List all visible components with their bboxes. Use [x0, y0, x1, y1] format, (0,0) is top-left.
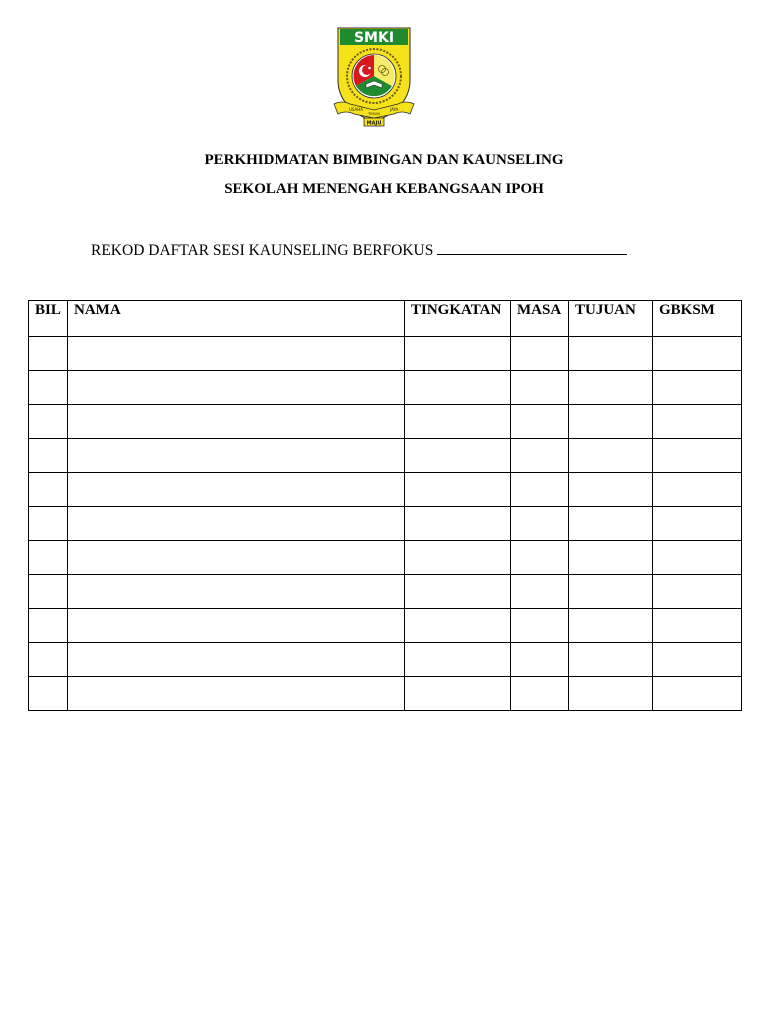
cell-bil[interactable] [29, 371, 68, 405]
cell-tujuan[interactable] [569, 575, 653, 609]
column-header-tujuan: TUJUAN [569, 301, 653, 337]
cell-gbksm[interactable] [653, 541, 742, 575]
cell-tingkatan[interactable] [405, 541, 511, 575]
table-row [29, 643, 742, 677]
cell-nama[interactable] [68, 541, 405, 575]
cell-masa[interactable] [511, 507, 569, 541]
cell-nama[interactable] [68, 337, 405, 371]
header-line-1: PERKHIDMATAN BIMBINGAN DAN KAUNSELING [204, 152, 564, 168]
table-row [29, 541, 742, 575]
table-body [29, 337, 742, 711]
cell-tujuan[interactable] [569, 643, 653, 677]
motto-left: USAHA [349, 107, 364, 112]
table-row [29, 575, 742, 609]
cell-tingkatan[interactable] [405, 405, 511, 439]
cell-tujuan[interactable] [569, 439, 653, 473]
cell-nama[interactable] [68, 371, 405, 405]
cell-tujuan[interactable] [569, 405, 653, 439]
cell-masa[interactable] [511, 337, 569, 371]
motto-center: TEKUN [368, 112, 380, 116]
cell-nama[interactable] [68, 643, 405, 677]
cell-nama[interactable] [68, 575, 405, 609]
table-header-row [29, 301, 742, 337]
cell-gbksm[interactable] [653, 575, 742, 609]
cell-bil[interactable] [29, 643, 68, 677]
table-row [29, 677, 742, 711]
cell-masa[interactable] [511, 643, 569, 677]
cell-bil[interactable] [29, 439, 68, 473]
cell-tujuan[interactable] [569, 371, 653, 405]
cell-gbksm[interactable] [653, 473, 742, 507]
cell-gbksm[interactable] [653, 439, 742, 473]
motto-right: JAYA [390, 107, 399, 112]
cell-bil[interactable] [29, 677, 68, 711]
cell-masa[interactable] [511, 473, 569, 507]
cell-masa[interactable] [511, 575, 569, 609]
column-header-tingkatan: TINGKATAN [405, 301, 511, 337]
cell-gbksm[interactable] [653, 609, 742, 643]
table-row [29, 405, 742, 439]
cell-gbksm[interactable] [653, 677, 742, 711]
motto-bottom: MAJU [366, 120, 382, 127]
cell-bil[interactable] [29, 405, 68, 439]
cell-tingkatan[interactable] [405, 439, 511, 473]
header-line-2: SEKOLAH MENENGAH KEBANGSAAN IPOH [224, 181, 544, 197]
counseling-register-table [28, 300, 742, 711]
cell-tingkatan[interactable] [405, 575, 511, 609]
cell-bil[interactable] [29, 609, 68, 643]
cell-tujuan[interactable] [569, 609, 653, 643]
cell-gbksm[interactable] [653, 405, 742, 439]
cell-tujuan[interactable] [569, 473, 653, 507]
cell-gbksm[interactable] [653, 371, 742, 405]
cell-nama[interactable] [68, 677, 405, 711]
cell-masa[interactable] [511, 405, 569, 439]
logo-text: SMKI [353, 30, 395, 46]
cell-masa[interactable] [511, 371, 569, 405]
column-header-gbksm: GBKSM [653, 301, 742, 337]
column-header-masa: MASA [511, 301, 569, 337]
cell-tujuan[interactable] [569, 677, 653, 711]
cell-gbksm[interactable] [653, 507, 742, 541]
cell-masa[interactable] [511, 609, 569, 643]
cell-bil[interactable] [29, 541, 68, 575]
column-header-nama: NAMA [68, 301, 405, 337]
cell-tujuan[interactable] [569, 541, 653, 575]
cell-nama[interactable] [68, 405, 405, 439]
cell-nama[interactable] [68, 439, 405, 473]
table-row [29, 609, 742, 643]
cell-bil[interactable] [29, 337, 68, 371]
cell-bil[interactable] [29, 507, 68, 541]
record-blank-field[interactable] [437, 240, 627, 255]
cell-masa[interactable] [511, 541, 569, 575]
cell-bil[interactable] [29, 575, 68, 609]
cell-nama[interactable] [68, 507, 405, 541]
cell-nama[interactable] [68, 473, 405, 507]
cell-gbksm[interactable] [653, 643, 742, 677]
cell-tingkatan[interactable] [405, 609, 511, 643]
cell-masa[interactable] [511, 439, 569, 473]
cell-tingkatan[interactable] [405, 643, 511, 677]
cell-tingkatan[interactable] [405, 473, 511, 507]
cell-tujuan[interactable] [569, 507, 653, 541]
cell-gbksm[interactable] [653, 337, 742, 371]
cell-tingkatan[interactable] [405, 371, 511, 405]
cell-tujuan[interactable] [569, 337, 653, 371]
table-row [29, 439, 742, 473]
column-header-bil: BIL [29, 301, 68, 337]
cell-bil[interactable] [29, 473, 68, 507]
cell-tingkatan[interactable] [405, 507, 511, 541]
record-title [91, 240, 627, 260]
cell-nama[interactable] [68, 609, 405, 643]
table-row [29, 371, 742, 405]
school-crest-logo [332, 24, 416, 130]
table-row [29, 507, 742, 541]
cell-tingkatan[interactable] [405, 677, 511, 711]
cell-masa[interactable] [511, 677, 569, 711]
record-label: REKOD DAFTAR SESI KAUNSELING BERFOKUS [91, 242, 434, 259]
cell-tingkatan[interactable] [405, 337, 511, 371]
table-row [29, 337, 742, 371]
table-row [29, 473, 742, 507]
